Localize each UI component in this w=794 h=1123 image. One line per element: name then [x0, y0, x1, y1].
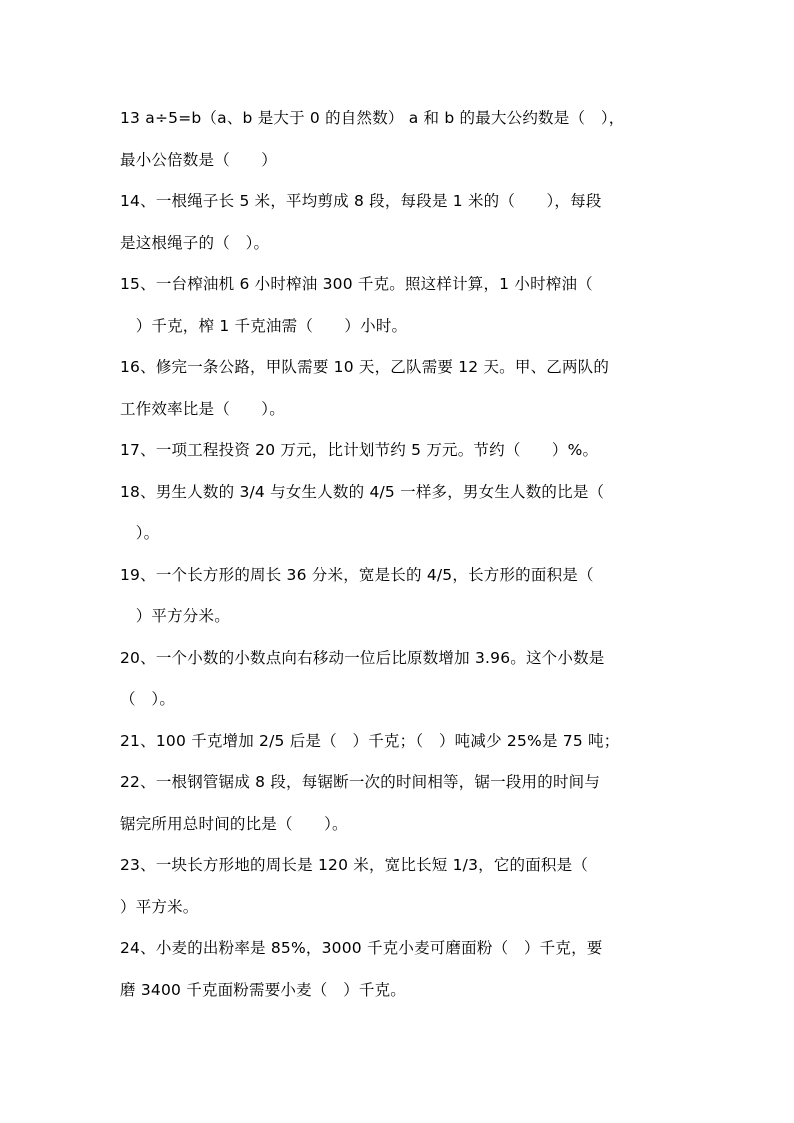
text-line-q15-a: 15、一台榨油机 6 小时榨油 300 千克。照这样计算，1 小时榨油（	[120, 275, 593, 293]
text-line-q13-a: 13 a÷5=b（a、b 是大于 0 的自然数） a 和 b 的最大公约数是（ ），	[120, 109, 625, 127]
text-line-q22-a: 22、一根钢管锯成 8 段，每锯断一次的时间相等，锯一段用的时间与	[120, 773, 601, 791]
text-line-q17: 17、一项工程投资 20 万元，比计划节约 5 万元。节约（ ）%。	[120, 441, 599, 459]
text-line-q19-a: 19、一个长方形的周长 36 分米，宽是长的 4/5，长方形的面积是（	[120, 565, 594, 584]
text-line-q24-a: 24、小麦的出粉率是 85%，3000 千克小麦可磨面粉（ ）千克，要	[120, 939, 603, 957]
text-line-q14-a: 14、一根绳子长 5 米，平均剪成 8 段，每段是 1 米的（ ），每段	[120, 192, 602, 210]
text-line-q23-b: ）平方米。	[120, 897, 199, 916]
text-line-q18-a: 18、男生人数的 3/4 与女生人数的 4/5 一样多，男女生人数的比是（	[120, 482, 605, 501]
text-line-q16-b: 工作效率比是（ ）。	[120, 399, 285, 418]
text-line-q23-a: 23、一块长方形地的周长是 120 米，宽比长短 1/3，它的面积是（	[120, 856, 589, 874]
text-line-q21: 21、100 千克增加 2/5 后是（ ）千克；（ ）吨减少 25%是 75 吨；	[120, 731, 620, 750]
text-line-q20-a: 20、一个小数的小数点向右移动一位后比原数增加 3.96。这个小数是	[120, 648, 605, 667]
text-line-q19-b: ）平方分米。	[120, 607, 230, 625]
text-line-q15-b: ）千克，榨 1 千克油需（ ）小时。	[120, 316, 408, 335]
question-list	[120, 98, 680, 1011]
text-line-q22-b: 锯完所用总时间的比是（ ）。	[120, 814, 348, 833]
text-line-q24-b: 磨 3400 千克面粉需要小麦（ ）千克。	[120, 980, 407, 999]
text-line-q18-b: ）。	[120, 524, 160, 542]
text-line-q20-b: （ ）。	[120, 690, 176, 708]
text-line-q16-a: 16、修完一条公路，甲队需要 10 天，乙队需要 12 天。甲、乙两队的	[120, 358, 610, 376]
text-line-q13-b: 最小公倍数是（ ）	[120, 150, 278, 169]
text-line-q14-b: 是这根绳子的（ ）。	[120, 233, 270, 252]
